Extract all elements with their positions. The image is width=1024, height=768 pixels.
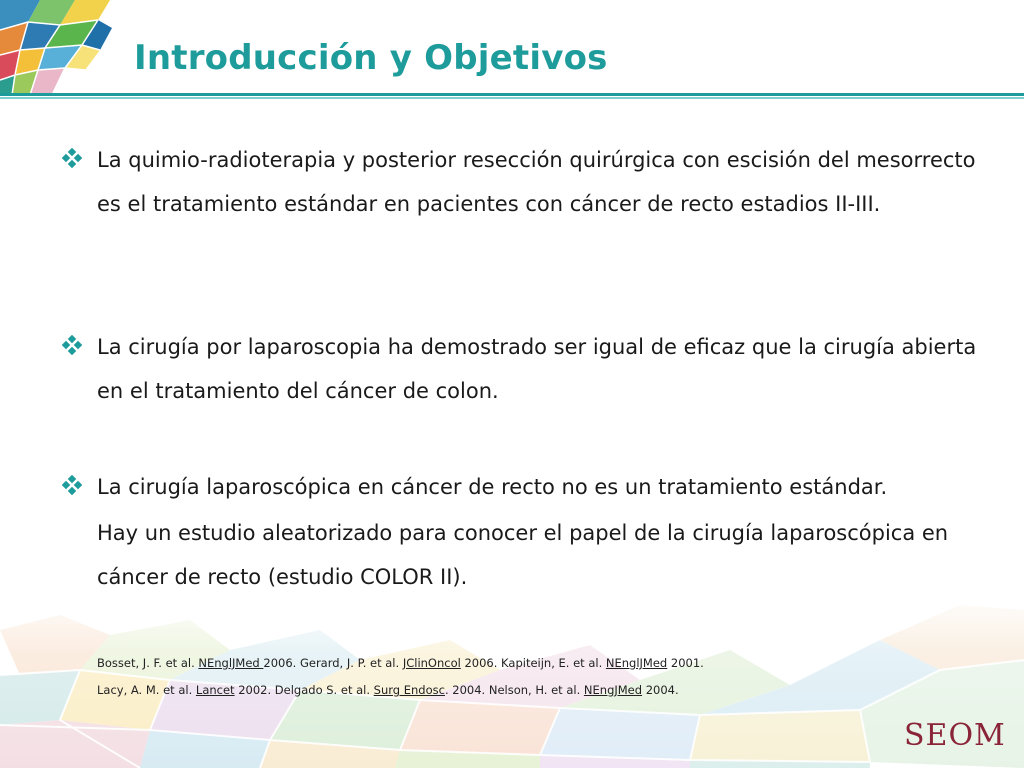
bullet-text-continuation: Hay un estudio aleatorizado para conocer el papel de la cirugía laparoscópica en cáncer de recto (estudio COLOR II). bbox=[97, 521, 949, 589]
reference-line bbox=[97, 656, 704, 670]
slide-title: Introducción y Objetivos bbox=[134, 38, 608, 78]
reference-journal: NEnglJMed bbox=[605, 656, 668, 670]
bullet-text: La quimio-radioterapia y posterior resección quirúrgica con escisión del mesorrecto es el tratamiento estándar en pacientes con cáncer de recto estadios II-III. bbox=[97, 148, 976, 216]
reference-journal: Surg Endosc bbox=[373, 683, 445, 697]
diamond-bullet-icon bbox=[62, 335, 82, 355]
bullet-text: La cirugía por laparoscopia ha demostrado ser igual de eficaz que la cirugía abierta en el tratamiento del cáncer de colon. bbox=[97, 335, 977, 403]
bullet-item bbox=[62, 138, 982, 226]
reference-journal: JClinOncol bbox=[402, 656, 461, 670]
mosaic-footer-decoration bbox=[0, 590, 1024, 768]
reference-journal: NEnglJMed bbox=[198, 656, 264, 670]
reference-text: Lacy, A. M. et al. bbox=[97, 683, 196, 697]
reference-journal: NEngJMed bbox=[583, 683, 643, 697]
diamond-bullet-icon bbox=[62, 475, 82, 495]
bullet-text: La cirugía laparoscópica en cáncer de recto no es un tratamiento estándar. bbox=[97, 475, 888, 499]
reference-text: 2004. bbox=[642, 683, 679, 697]
reference-text: 2002. Delgado S. et al. bbox=[234, 683, 374, 697]
reference-line bbox=[97, 683, 679, 697]
reference-journal: Lancet bbox=[195, 683, 235, 697]
mosaic-corner-decoration bbox=[0, 0, 118, 95]
reference-text: 2006. Gerard, J. P. et al. bbox=[263, 656, 403, 670]
diamond-bullet-icon bbox=[62, 148, 82, 168]
reference-text: 2001. bbox=[667, 656, 704, 670]
reference-text: 2006. Kapiteijn, E. et al. bbox=[460, 656, 606, 670]
reference-text: . 2004. Nelson, H. et al. bbox=[444, 683, 584, 697]
title-divider-accent bbox=[0, 97, 1024, 99]
title-divider bbox=[0, 93, 1024, 96]
seom-logo: SEOM bbox=[904, 718, 1006, 753]
bullet-item bbox=[62, 325, 982, 413]
bullet-item bbox=[62, 465, 982, 599]
reference-text: Bosset, J. F. et al. bbox=[97, 656, 199, 670]
